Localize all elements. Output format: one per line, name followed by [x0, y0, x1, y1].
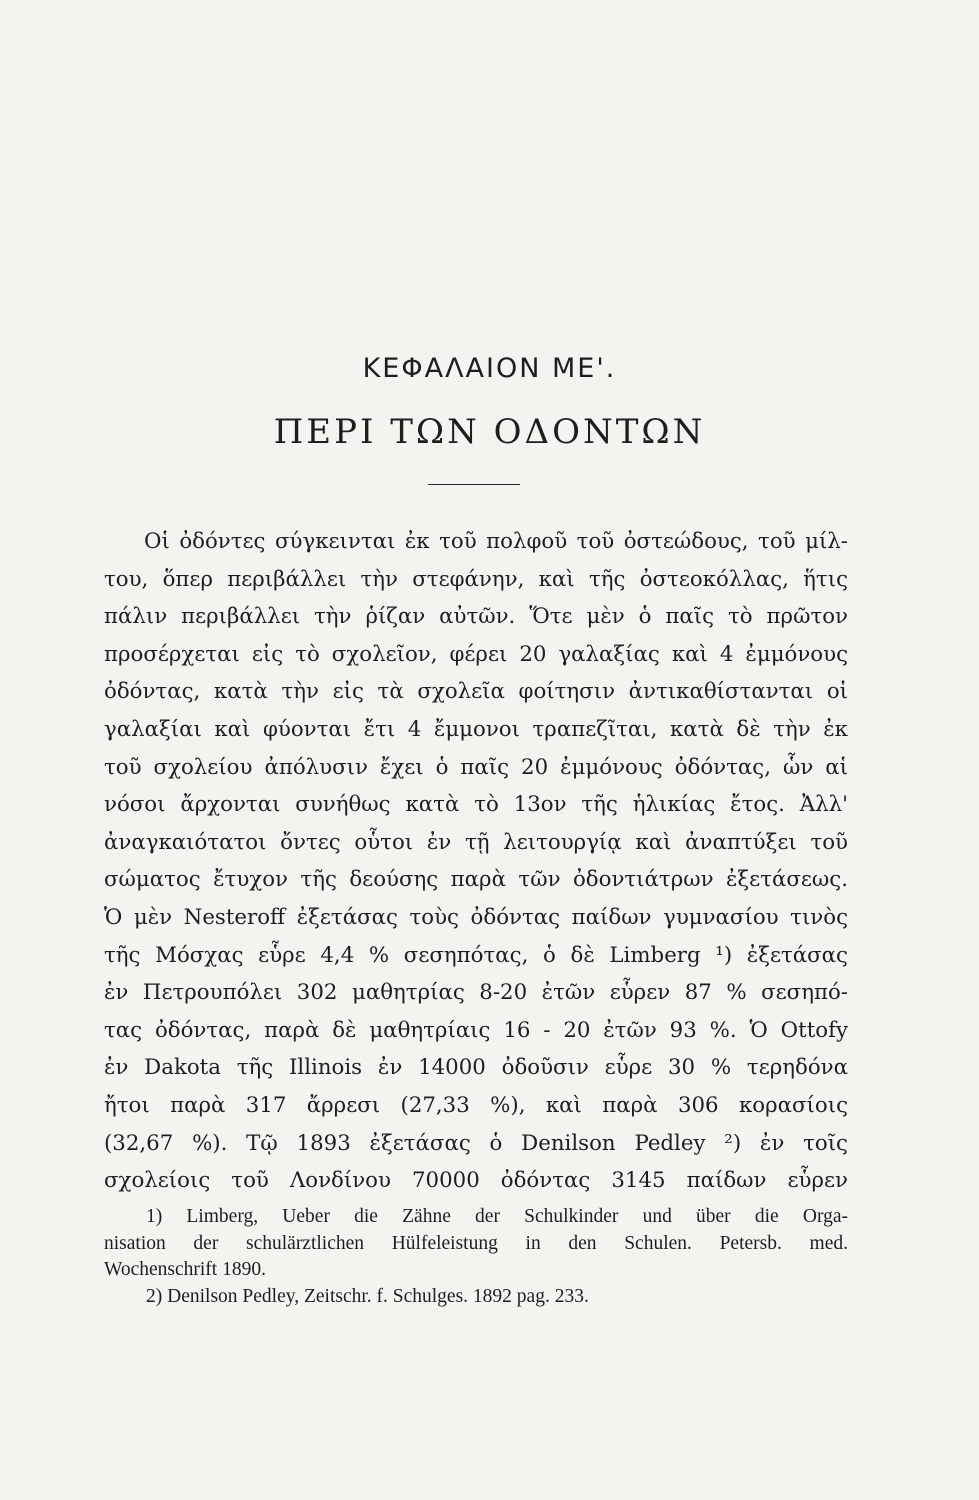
- chapter-label: ΚΕΦΑΛΑΙΟΝ ΜΕ'.: [362, 353, 617, 384]
- body-line: γαλαξίαι καὶ φύονται ἔτι 4 ἔμμονοι τραπεζῖται, κατὰ δὲ τὴν ἐκ: [104, 716, 848, 742]
- body-line: νόσοι ἄρχονται συνήθως κατὰ τὸ 13ον τῆς ἡλικίας ἔτος. Ἀλλ': [104, 792, 848, 818]
- body-line: ἀναγκαιότατοι ὄντες οὗτοι ἐν τῇ λειτουργίᾳ καὶ ἀναπτύξει τοῦ: [104, 829, 848, 855]
- footnote-1-line: Wochenschrift 1890.: [104, 1259, 266, 1280]
- body-line: του, ὅπερ περιβάλλει τὴν στεφάνην, καὶ τῆς ὀστεοκόλλας, ἥτις: [104, 566, 848, 592]
- body-line: πάλιν περιβάλλει τὴν ῥίζαν αὐτῶν. Ὅτε μὲν ὁ παῖς τὸ πρῶτον: [104, 604, 848, 630]
- footnotes: [104, 1204, 848, 1310]
- body-line: τῆς Μόσχας εὗρε 4,4 % σεσηπότας, ὁ δὲ Limberg ¹) ἐξετάσας: [104, 942, 848, 968]
- title-divider: [428, 484, 520, 485]
- body-line: ἐν Dakota τῆς Illinois ἐν 14000 ὀδοῦσιν εὗρε 30 % τερηδόνα: [104, 1055, 848, 1081]
- body-line: τας ὀδόντας, παρὰ δὲ μαθητρίαις 16 - 20 ἐτῶν 93 %. Ὁ Ottofy: [104, 1017, 848, 1043]
- body-line: ὀδόντας, κατὰ τὴν εἰς τὰ σχολεῖα φοίτησιν ἀντικαθίστανται οἱ: [104, 679, 848, 705]
- footnote-2-line: 2) Denilson Pedley, Zeitschr. f. Schulges. 1892 pag. 233.: [146, 1285, 589, 1307]
- body-line: ἐν Πετρουπόλει 302 μαθητρίας 8-20 ἐτῶν εὗρεν 87 % σεσηπό-: [104, 980, 848, 1006]
- body-paragraph: [104, 523, 848, 1200]
- body-line: σχολείοις τοῦ Λονδίνου 70000 ὀδόντας 3145 παίδων εὗρεν: [104, 1168, 848, 1194]
- footnote-1-line: 1) Limberg, Ueber die Zähne der Schulkinder und über die Orga-: [146, 1206, 848, 1227]
- body-line: Οἱ ὀδόντες σύγκεινται ἐκ τοῦ πολφοῦ τοῦ ὀστεώδους, τοῦ μίλ-: [144, 529, 848, 554]
- chapter-title: ΠΕΡΙ ΤΩΝ ΟΔΟΝΤΩΝ: [273, 412, 706, 452]
- body-line: προσέρχεται εἰς τὸ σχολεῖον, φέρει 20 γαλαξίας καὶ 4 ἐμμόνους: [104, 641, 848, 667]
- body-line: (32,67 %). Τῷ 1893 ἐξετάσας ὁ Denilson Pedley ²) ἐν τοῖς: [104, 1130, 848, 1156]
- footnote-1-line: nisation der schulärztlichen Hülfeleistung in den Schulen. Petersb. med.: [104, 1232, 848, 1254]
- body-line: ἤτοι παρὰ 317 ἄρρεσι (27,33 %), καὶ παρὰ 306 κορασίοις: [104, 1092, 848, 1118]
- body-line: Ὁ μὲν Nesteroff ἐξετάσας τοὺς ὀδόντας παίδων γυμνασίου τινὸς: [104, 904, 848, 930]
- body-line: σώματος ἔτυχον τῆς δεούσης παρὰ τῶν ὀδοντιάτρων ἐξετάσεως.: [104, 867, 848, 893]
- body-line: τοῦ σχολείου ἀπόλυσιν ἔχει ὁ παῖς 20 ἐμμόνους ὀδόντας, ὧν αἱ: [104, 754, 848, 780]
